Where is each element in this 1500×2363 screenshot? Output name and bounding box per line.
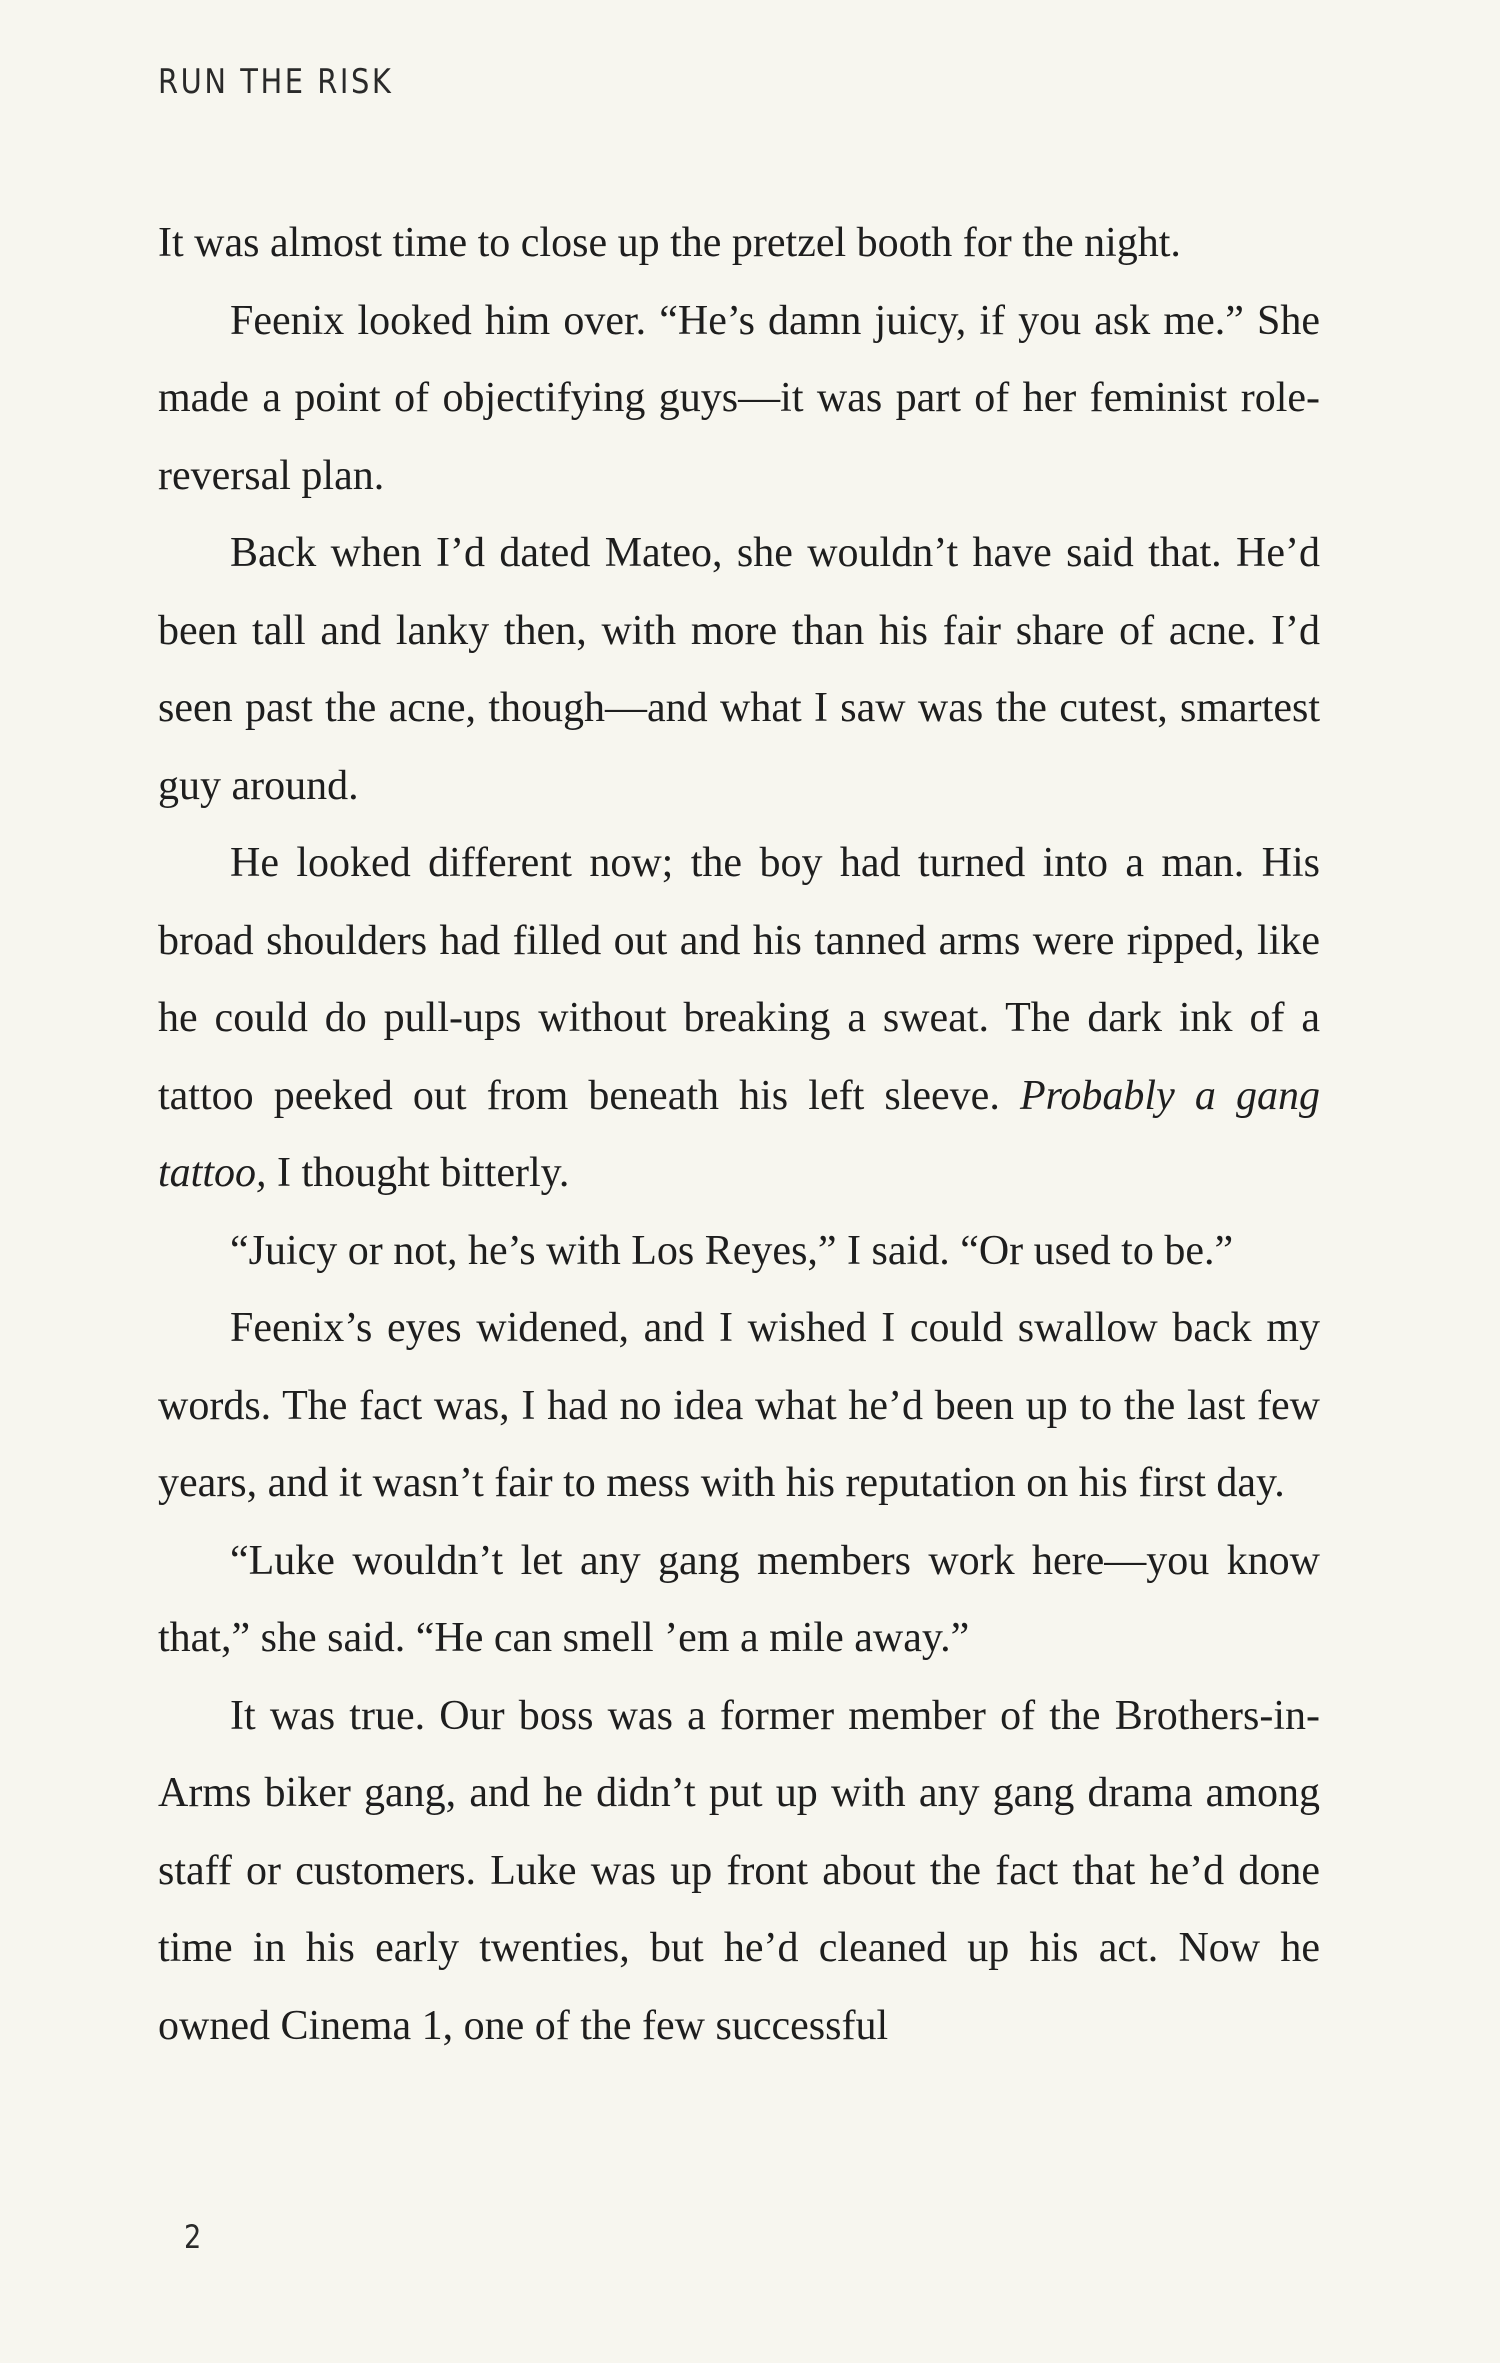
paragraph-5: “Juicy or not, he’s with Los Reyes,” I said. “Or used to be.”	[230, 1227, 1234, 1274]
paragraph-4-text-a: He looked different now; the boy had turned into a man. His broad shoulders had filled out and his tanned arms were ripped, like he could do pull-ups without breaking a sweat. The dark ink of a tattoo peeked out from beneath his left sleeve.	[158, 840, 1320, 1119]
page-number: 2	[184, 2218, 202, 2256]
body-text	[158, 205, 1320, 2065]
paragraph-7: “Luke wouldn’t let any gang members work here—you know that,” she said. “He can smell ’em a mile away.”	[158, 1537, 1320, 1661]
paragraph-4	[158, 825, 1320, 1213]
paragraph-4-text-b: I thought bitterly.	[266, 1150, 570, 1196]
paragraph-2: Feenix looked him over. “He’s damn juicy, if you ask me.” She made a point of objectifying guys—it was part of her feminist role-reversal plan.	[158, 297, 1320, 499]
paragraph-8: It was true. Our boss was a former member of the Brothers-in-Arms biker gang, and he didn’t put up with any gang drama among staff or customers. Luke was up front about the fact that he’d done time in his early twenties, but he’d cleaned up his act. Now he owned Cinema 1, one of the few successful	[158, 1692, 1320, 2049]
paragraph-4-italic: Probably a gang tattoo,	[158, 1072, 1320, 1196]
running-head: RUN THE RISK	[158, 62, 394, 102]
paragraph-3: Back when I’d dated Mateo, she wouldn’t have said that. He’d been tall and lanky then, with more than his fair share of acne. I’d seen past the acne, though—and what I saw was the cutest, smartest guy around.	[158, 530, 1320, 809]
paragraph-6: Feenix’s eyes widened, and I wished I could swallow back my words. The fact was, I had no idea what he’d been up to the last few years, and it wasn’t fair to mess with his reputation on his first day.	[158, 1305, 1320, 1506]
paragraph-1: It was almost time to close up the pretzel booth for the night.	[158, 220, 1181, 266]
